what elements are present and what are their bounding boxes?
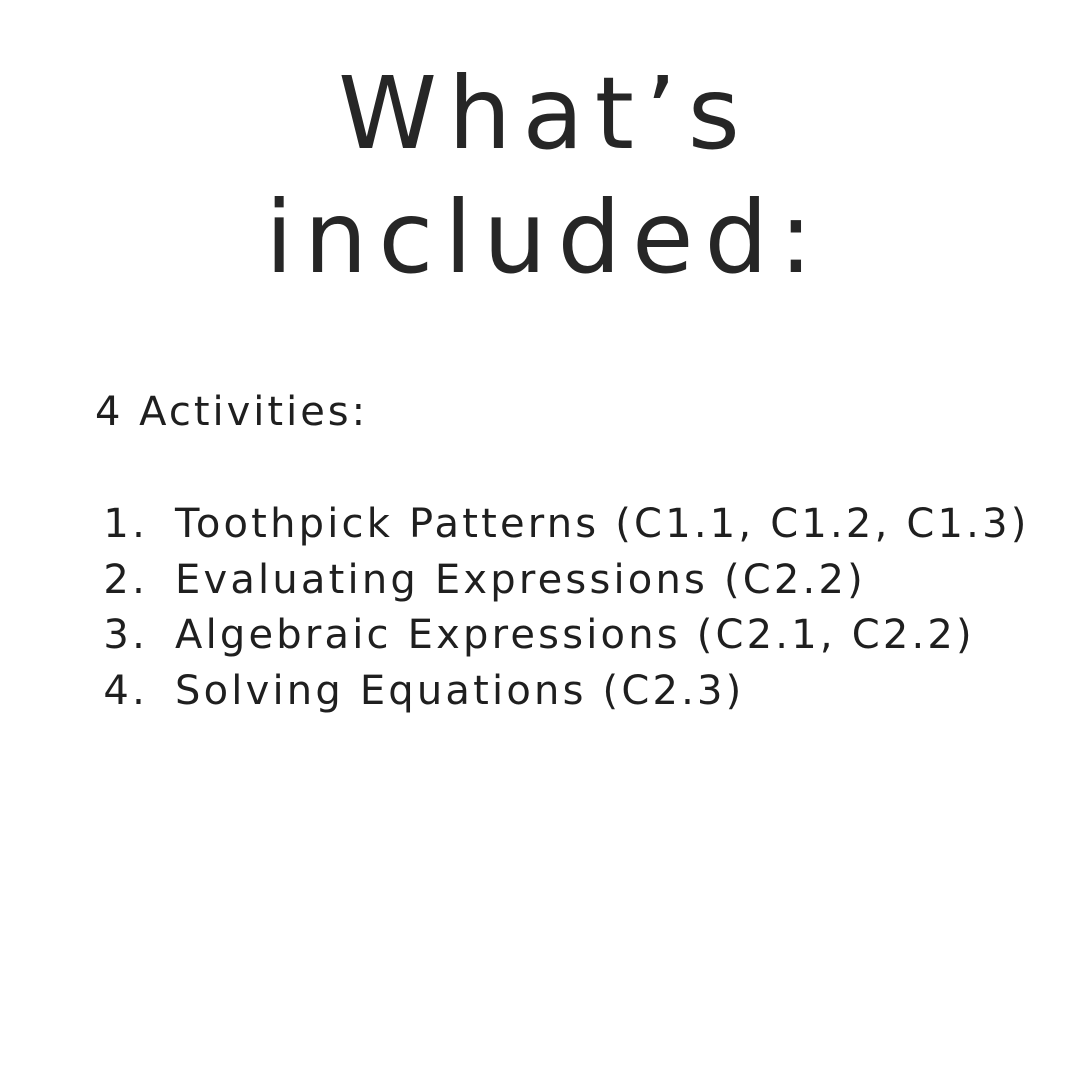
list-item-number: 2. bbox=[103, 556, 148, 603]
list-item-label: Evaluating Expressions (C2.2) bbox=[175, 556, 866, 603]
activities-heading: 4 Activities: bbox=[95, 389, 369, 435]
list-item-number: 1. bbox=[103, 501, 148, 547]
page-title bbox=[0, 52, 1089, 300]
list-item-label: Toothpick Patterns (C1.1, C1.2, C1.3) bbox=[175, 501, 1030, 547]
list-item-label: Solving Equations (C2.3) bbox=[175, 667, 745, 714]
list-item-label: Algebraic Expressions (C2.1, C2.2) bbox=[175, 612, 975, 658]
list-item-number: 4. bbox=[103, 667, 148, 714]
page-title-line-1: What’s bbox=[338, 55, 751, 172]
page-title-line-2: included: bbox=[265, 179, 824, 296]
list-item-number: 3. bbox=[103, 612, 148, 658]
